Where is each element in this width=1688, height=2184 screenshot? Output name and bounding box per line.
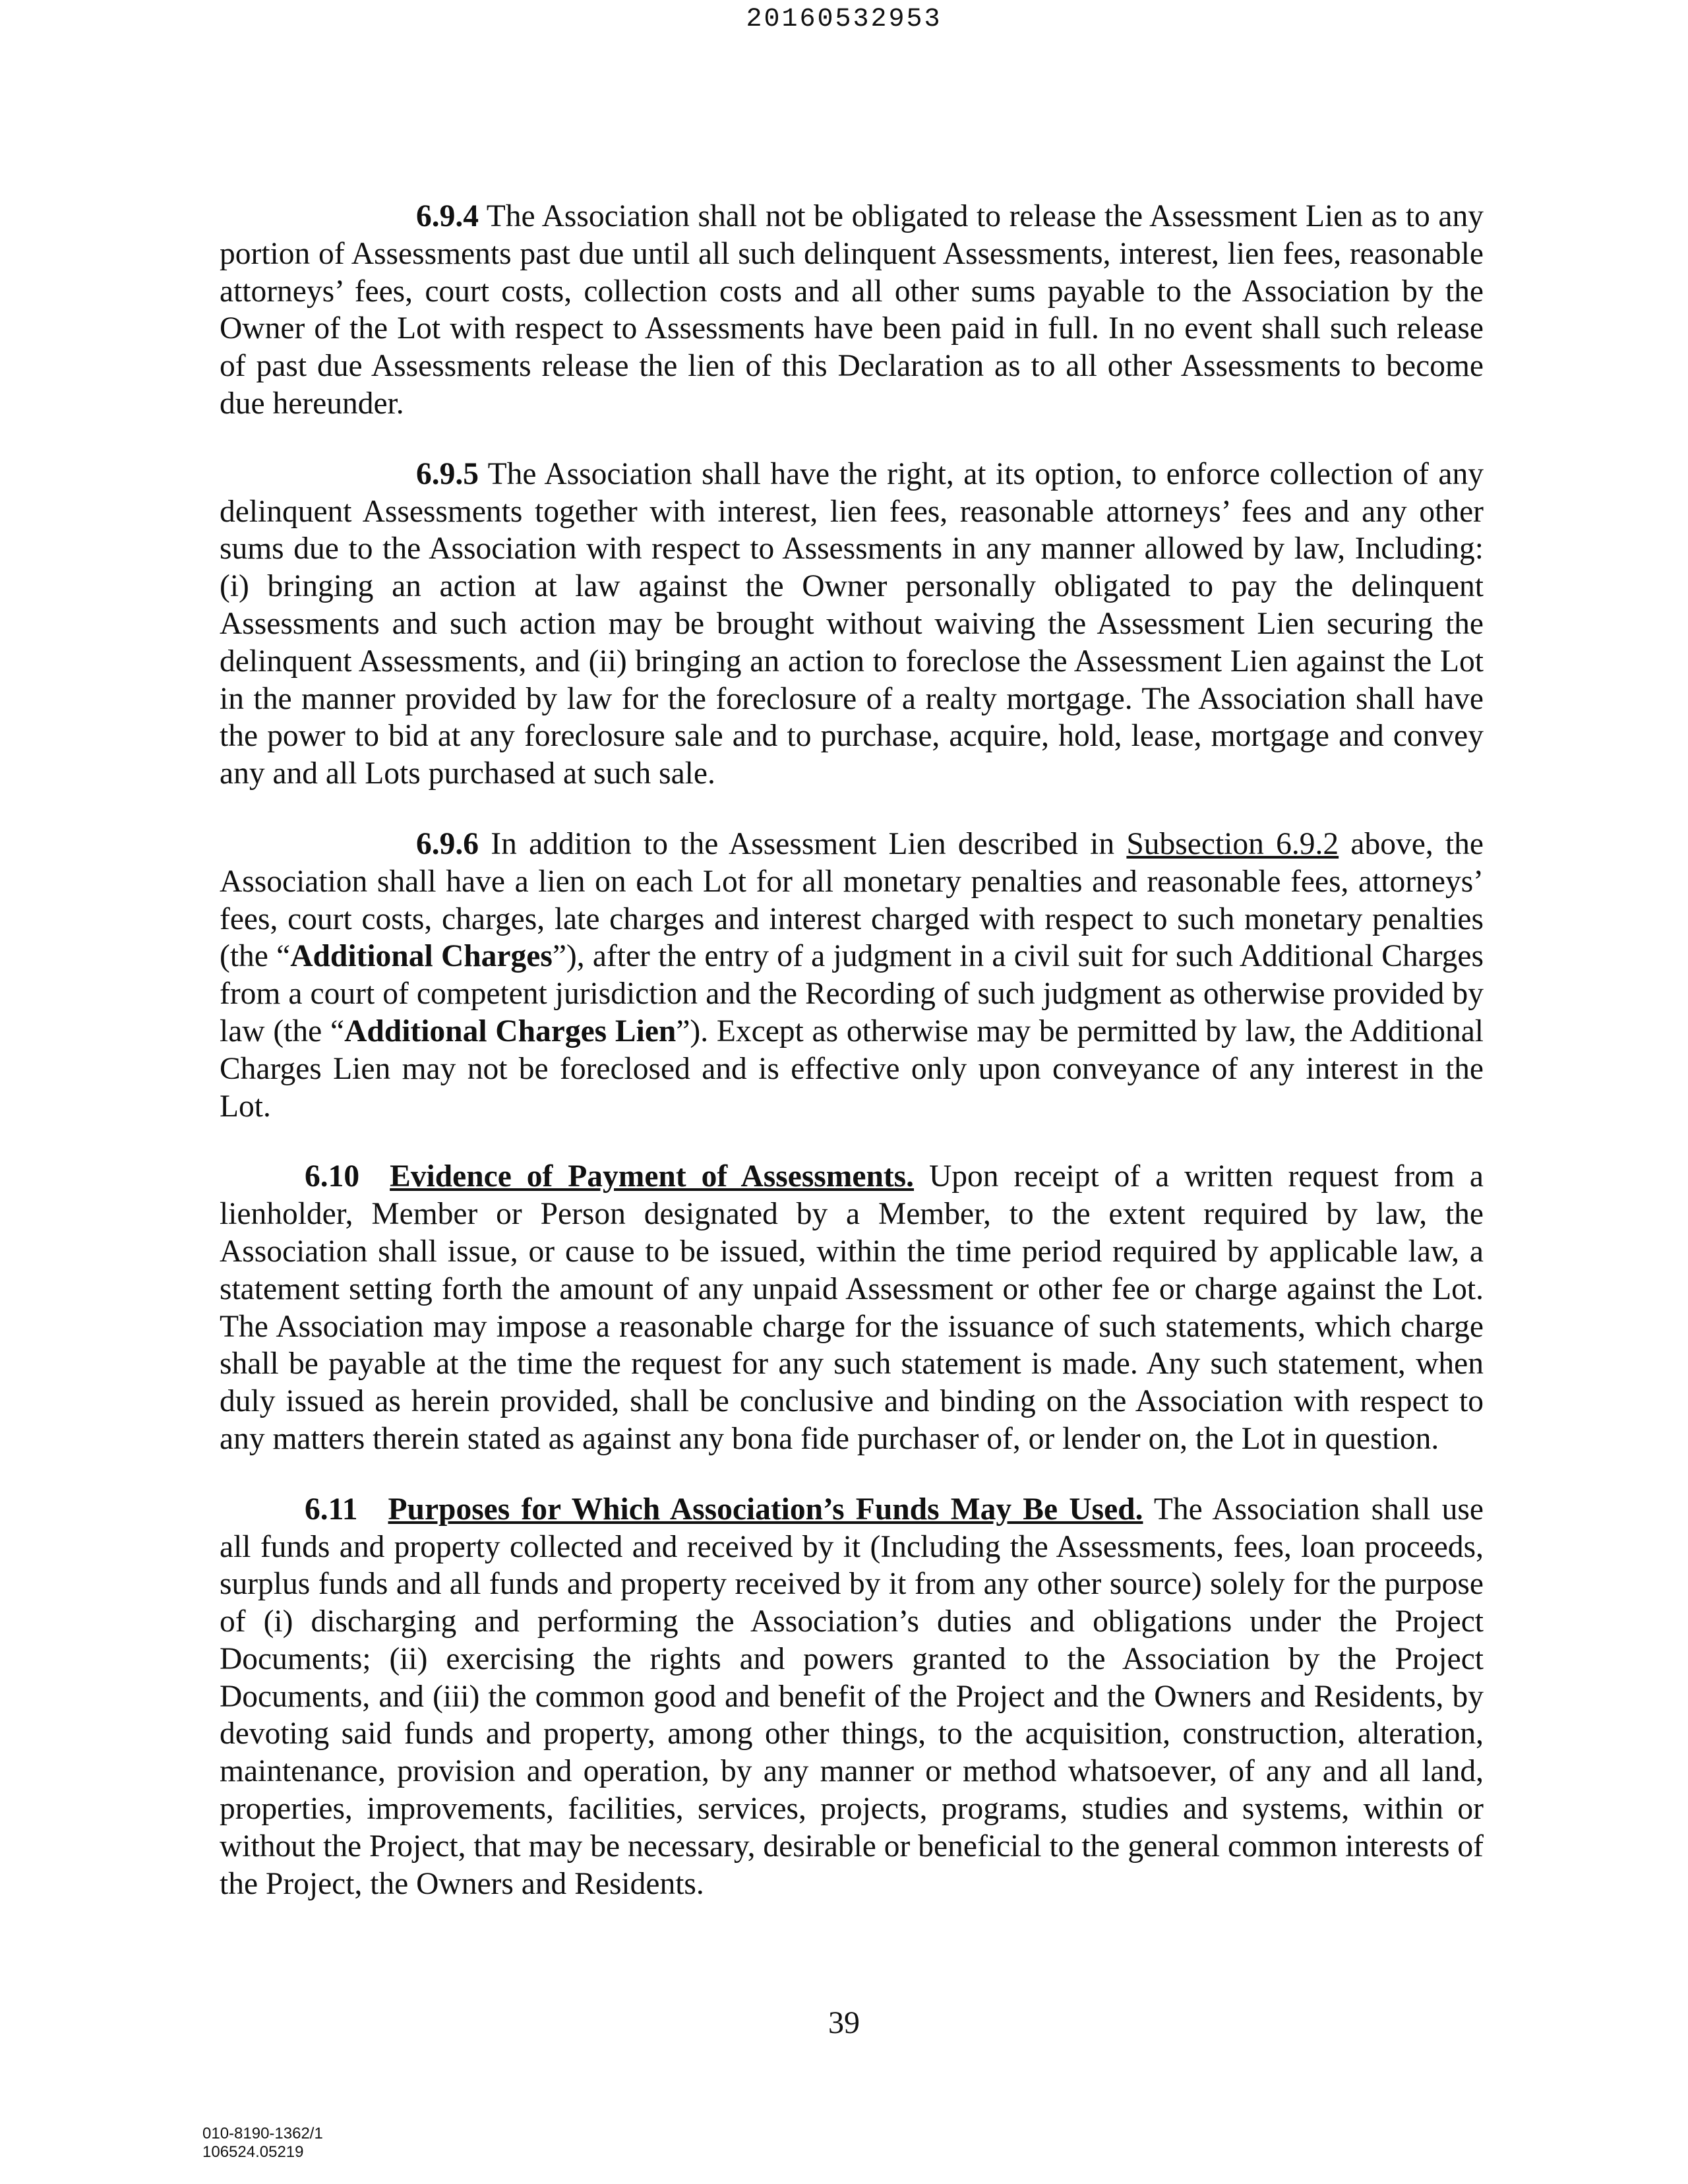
section-number: 6.11 — [305, 1492, 358, 1527]
section-6-10 — [220, 1158, 1484, 1457]
section-number: 6.10 — [305, 1159, 360, 1194]
section-text: The Association shall use all funds and property collected and received by it (Including the Assessments, fees, loan proceeds, surplus funds and all funds and property received by it from any other source) solely for the purpose of (i) discharging and performing the Association’s duties and obligations under the Project Documents; (ii) exercising the rights and powers granted to the Association by the Project Documents, and (iii) the common good and benefit of the Project and the Owners and Residents, by devoting said funds and property, among other things, to the acquisition, construction, alteration, maintenance, provision and operation, by any manner or method whatsoever, of any and all land, properties, improvements, facilities, services, projects, programs, studies and systems, within or without the Project, that may be necessary, desirable or beneficial to the general common interests of the Project, the Owners and Residents. — [220, 1492, 1484, 1901]
paragraph-text: above, the Association shall have a lien on each Lot for all monetary penalties and reasonable fees, attorneys’ fees, court costs, charges, late charges and interest charged with respect to such monetary penalties (the “ — [220, 826, 1484, 974]
subsection-reference: Subsection 6.9.2 — [1126, 826, 1339, 861]
footer-code: 106524.05219 — [202, 2143, 304, 2161]
paragraph-text: The Association shall not be obligated to release the Assessment Lien as to any portion of Assessments past due until all such delinquent Assessments, interest, lien fees, reasonable attorneys’ fees, court costs, collection costs and all other sums payable to the Association by the Owner of the Lot with respect to Assessments have been paid in full. In no event shall such release of past due Assessments release the lien of this Declaration as to all other Assessments to become due hereunder. — [220, 199, 1484, 421]
defined-term-additional-charges-lien: Additional Charges Lien — [344, 1014, 677, 1048]
paragraph-number: 6.9.5 — [416, 456, 479, 491]
paragraph-text: ”). Except as otherwise may be permitted by law, the Additional Charges Lien may not be foreclosed and is effective only upon conveyance of any interest in the Lot. — [220, 1014, 1484, 1124]
section-text: Upon receipt of a written request from a lienholder, Member or Person designated by a Member, to the extent required by law, the Association shall issue, or cause to be issued, within the time period required by applicable law, a statement setting forth the amount of any unpaid Assessment or other fee or charge against the Lot. The Association may impose a reasonable charge for the issuance of such statements, which charge shall be payable at the time the request for any such statement is made. Any such statement, when duly issued as herein provided, shall be conclusive and binding on the Association with respect to any matters therein stated as against any bona fide purchaser of, or lender on, the Lot in question. — [220, 1159, 1484, 1456]
paragraph-6-9-4 — [220, 198, 1484, 423]
document-body — [220, 198, 1484, 1935]
paragraph-number: 6.9.6 — [416, 826, 479, 861]
section-heading: Purposes for Which Association’s Funds May Be Used. — [388, 1492, 1143, 1527]
page-number: 39 — [828, 2005, 860, 2040]
paragraph-text: ”), after the entry of a judgment in a civil suit for such Additional Charges from a court of competent jurisdiction and the Recording of such judgment as otherwise provided by law (the “ — [220, 939, 1484, 1048]
paragraph-number: 6.9.4 — [416, 199, 479, 233]
section-6-11 — [220, 1491, 1484, 1903]
section-heading: Evidence of Payment of Assessments. — [390, 1159, 915, 1194]
footer-document-codes — [202, 2125, 323, 2162]
paragraph-6-9-5 — [220, 456, 1484, 793]
paragraph-6-9-6 — [220, 826, 1484, 1125]
paragraph-text: In addition to the Assessment Lien described in — [491, 826, 1115, 861]
document-number: 20160532953 — [746, 5, 942, 34]
footer-code: 010-8190-1362/1 — [202, 2125, 323, 2142]
defined-term-additional-charges: Additional Charges — [290, 939, 553, 974]
paragraph-text: The Association shall have the right, at its option, to enforce collection of any delinquent Assessments together with interest, lien fees, reasonable attorneys’ fees and any other sums due to the Association with respect to Assessments in any manner allowed by law, Including: (i) bringing an action at law against the Owner personally obligated to pay the delinquent Assessments and such action may be brought without waiving the Assessment Lien securing the delinquent Assessments, and (ii) bringing an action to foreclose the Assessment Lien against the Lot in the manner provided by law for the foreclosure of a realty mortgage. The Association shall have the power to bid at any foreclosure sale and to purchase, acquire, hold, lease, mortgage and convey any and all Lots purchased at such sale. — [220, 456, 1484, 791]
